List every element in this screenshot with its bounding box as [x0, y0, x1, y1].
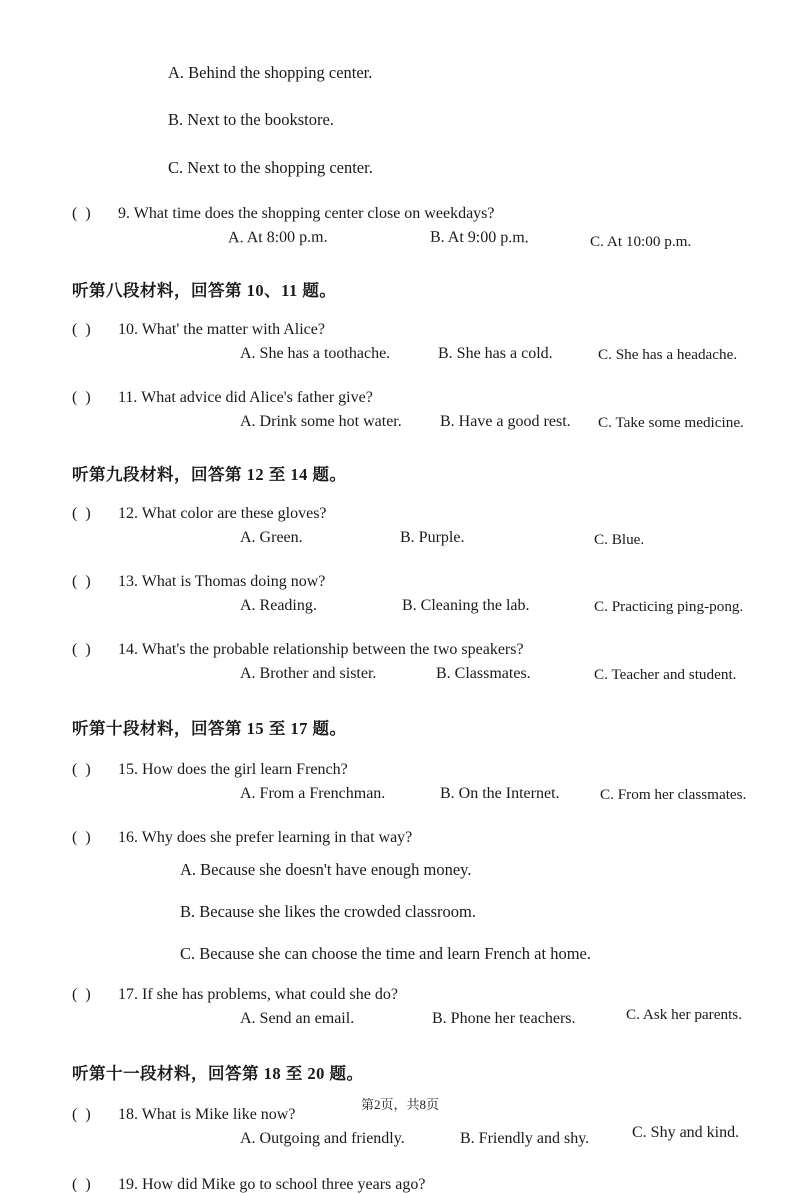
section-heading-10: 听第十段材料，回答第 15 至 17 题。: [72, 718, 347, 738]
question-text-16: Why does she prefer learning in that way?: [141, 828, 413, 846]
question-19: [72, 1176, 740, 1194]
question-text-11: What advice did Alice's father give?: [141, 388, 373, 406]
option-a-15[interactable]: A. From a Frenchman.: [240, 784, 386, 802]
option-b-18[interactable]: B. Friendly and shy.: [460, 1129, 590, 1147]
question-12: [72, 505, 740, 523]
option-c-9[interactable]: C. At 10:00 p.m.: [590, 232, 692, 250]
question-number-13: 13.: [118, 572, 138, 590]
option-a-14[interactable]: A. Brother and sister.: [240, 664, 377, 682]
option-c-14[interactable]: C. Teacher and student.: [594, 665, 737, 683]
answer-blank-10[interactable]: ( ): [72, 320, 93, 338]
option-a-11[interactable]: A. Drink some hot water.: [240, 412, 402, 430]
section-heading-11: 听第十一段材料，回答第 18 至 20 题。: [72, 1063, 364, 1083]
answer-blank-13[interactable]: ( ): [72, 572, 93, 590]
option-c-16[interactable]: C. Because she can choose the time and learn French at home.: [180, 944, 591, 964]
question-number-19: 19.: [118, 1175, 138, 1193]
section-heading-9: 听第九段材料，回答第 12 至 14 题。: [72, 464, 347, 484]
option-c-11[interactable]: C. Take some medicine.: [598, 413, 744, 431]
option-item: A. Behind the shopping center.: [168, 63, 373, 82]
question-16: [72, 829, 740, 847]
option-b-10[interactable]: B. She has a cold.: [438, 344, 553, 362]
option-a-16[interactable]: A. Because she doesn't have enough money.: [180, 859, 472, 879]
question-text-15: How does the girl learn French?: [142, 760, 348, 778]
answer-blank-12[interactable]: ( ): [72, 504, 93, 522]
question-text-12: What color are these gloves?: [141, 504, 327, 522]
option-c-10[interactable]: C. She has a headache.: [598, 345, 738, 363]
option-c-12[interactable]: C. Blue.: [594, 530, 645, 548]
option-b-12[interactable]: B. Purple.: [400, 528, 465, 546]
answer-blank-9[interactable]: ( ): [72, 204, 93, 222]
question-number-15: 15.: [118, 760, 138, 778]
question-14: [72, 641, 740, 659]
option-b-16[interactable]: B. Because she likes the crowded classroom.: [180, 902, 477, 922]
section-heading-8: 听第八段材料，回答第 10、11 题。: [72, 280, 337, 300]
option-b-17[interactable]: B. Phone her teachers.: [432, 1009, 576, 1027]
question-13: [72, 573, 740, 591]
option-b-11[interactable]: B. Have a good rest.: [440, 412, 571, 430]
question-number-18: 18.: [118, 1105, 138, 1123]
question-text-18: What is Mike like now?: [141, 1105, 296, 1123]
question-17: [72, 986, 740, 1004]
question-10: [72, 321, 740, 339]
question-number-11: 11.: [118, 388, 138, 406]
option-c-15[interactable]: C. From her classmates.: [600, 785, 747, 803]
option-a-12[interactable]: A. Green.: [240, 528, 303, 546]
answer-blank-11[interactable]: ( ): [72, 388, 93, 406]
answer-blank-15[interactable]: ( ): [72, 760, 93, 778]
option-c-18[interactable]: C. Shy and kind.: [632, 1123, 740, 1141]
options-16: [180, 859, 740, 966]
option-b-14[interactable]: B. Classmates.: [436, 664, 531, 682]
question-number-17: 17.: [118, 985, 138, 1003]
option-b-15[interactable]: B. On the Internet.: [440, 784, 560, 802]
question-number-9: 9.: [118, 204, 130, 222]
question-text-13: What is Thomas doing now?: [141, 572, 326, 590]
options-15: [120, 784, 747, 811]
answer-blank-17[interactable]: ( ): [72, 985, 93, 1003]
option-b-9[interactable]: B. At 9:00 p.m.: [429, 228, 529, 247]
option-c-13[interactable]: C. Practicing ping-pong.: [594, 597, 744, 615]
answer-blank-18[interactable]: ( ): [72, 1105, 93, 1123]
option-b-13[interactable]: B. Cleaning the lab.: [402, 596, 530, 614]
question-11: [72, 389, 740, 407]
options-14: [120, 665, 740, 691]
answer-blank-19[interactable]: ( ): [72, 1175, 93, 1193]
options-17: [120, 1005, 742, 1036]
question-number-14: 14.: [118, 640, 138, 658]
question-15: [72, 761, 740, 779]
option-item: C. Next to the shopping center.: [168, 157, 373, 177]
question-number-12: 12.: [118, 504, 138, 522]
answer-blank-14[interactable]: ( ): [72, 640, 93, 658]
question-text-10: What' the matter with Alice?: [141, 320, 325, 338]
options-9: [120, 229, 740, 255]
option-a-17[interactable]: A. Send an email.: [240, 1009, 355, 1027]
options-18: [120, 1123, 740, 1156]
question-number-10: 10.: [118, 320, 138, 338]
options-13: [120, 596, 744, 623]
question-text-17: If she has problems, what could she do?: [142, 985, 398, 1003]
options-10: [120, 345, 740, 371]
options-12: [120, 529, 740, 555]
option-a-13[interactable]: A. Reading.: [240, 596, 317, 614]
page-footer: 第2页，共8页: [360, 1097, 439, 1112]
option-block-carryover: [168, 62, 740, 179]
option-item: B. Next to the bookstore.: [168, 110, 334, 130]
option-a-10[interactable]: A. She has a toothache.: [240, 344, 391, 362]
question-text-14: What's the probable relationship between the two speakers?: [141, 640, 524, 658]
option-a-18[interactable]: A. Outgoing and friendly.: [240, 1129, 405, 1147]
answer-blank-16[interactable]: ( ): [72, 828, 93, 846]
question-number-16: 16.: [118, 828, 138, 846]
question-text-9: What time does the shopping center close on weekdays?: [133, 204, 495, 222]
options-11: [120, 412, 744, 439]
option-c-17[interactable]: C. Ask her parents.: [626, 1005, 742, 1023]
question-text-19: How did Mike go to school three years ago?: [142, 1175, 426, 1193]
option-a-9[interactable]: A. At 8:00 p.m.: [227, 228, 328, 247]
question-9: [72, 205, 740, 223]
